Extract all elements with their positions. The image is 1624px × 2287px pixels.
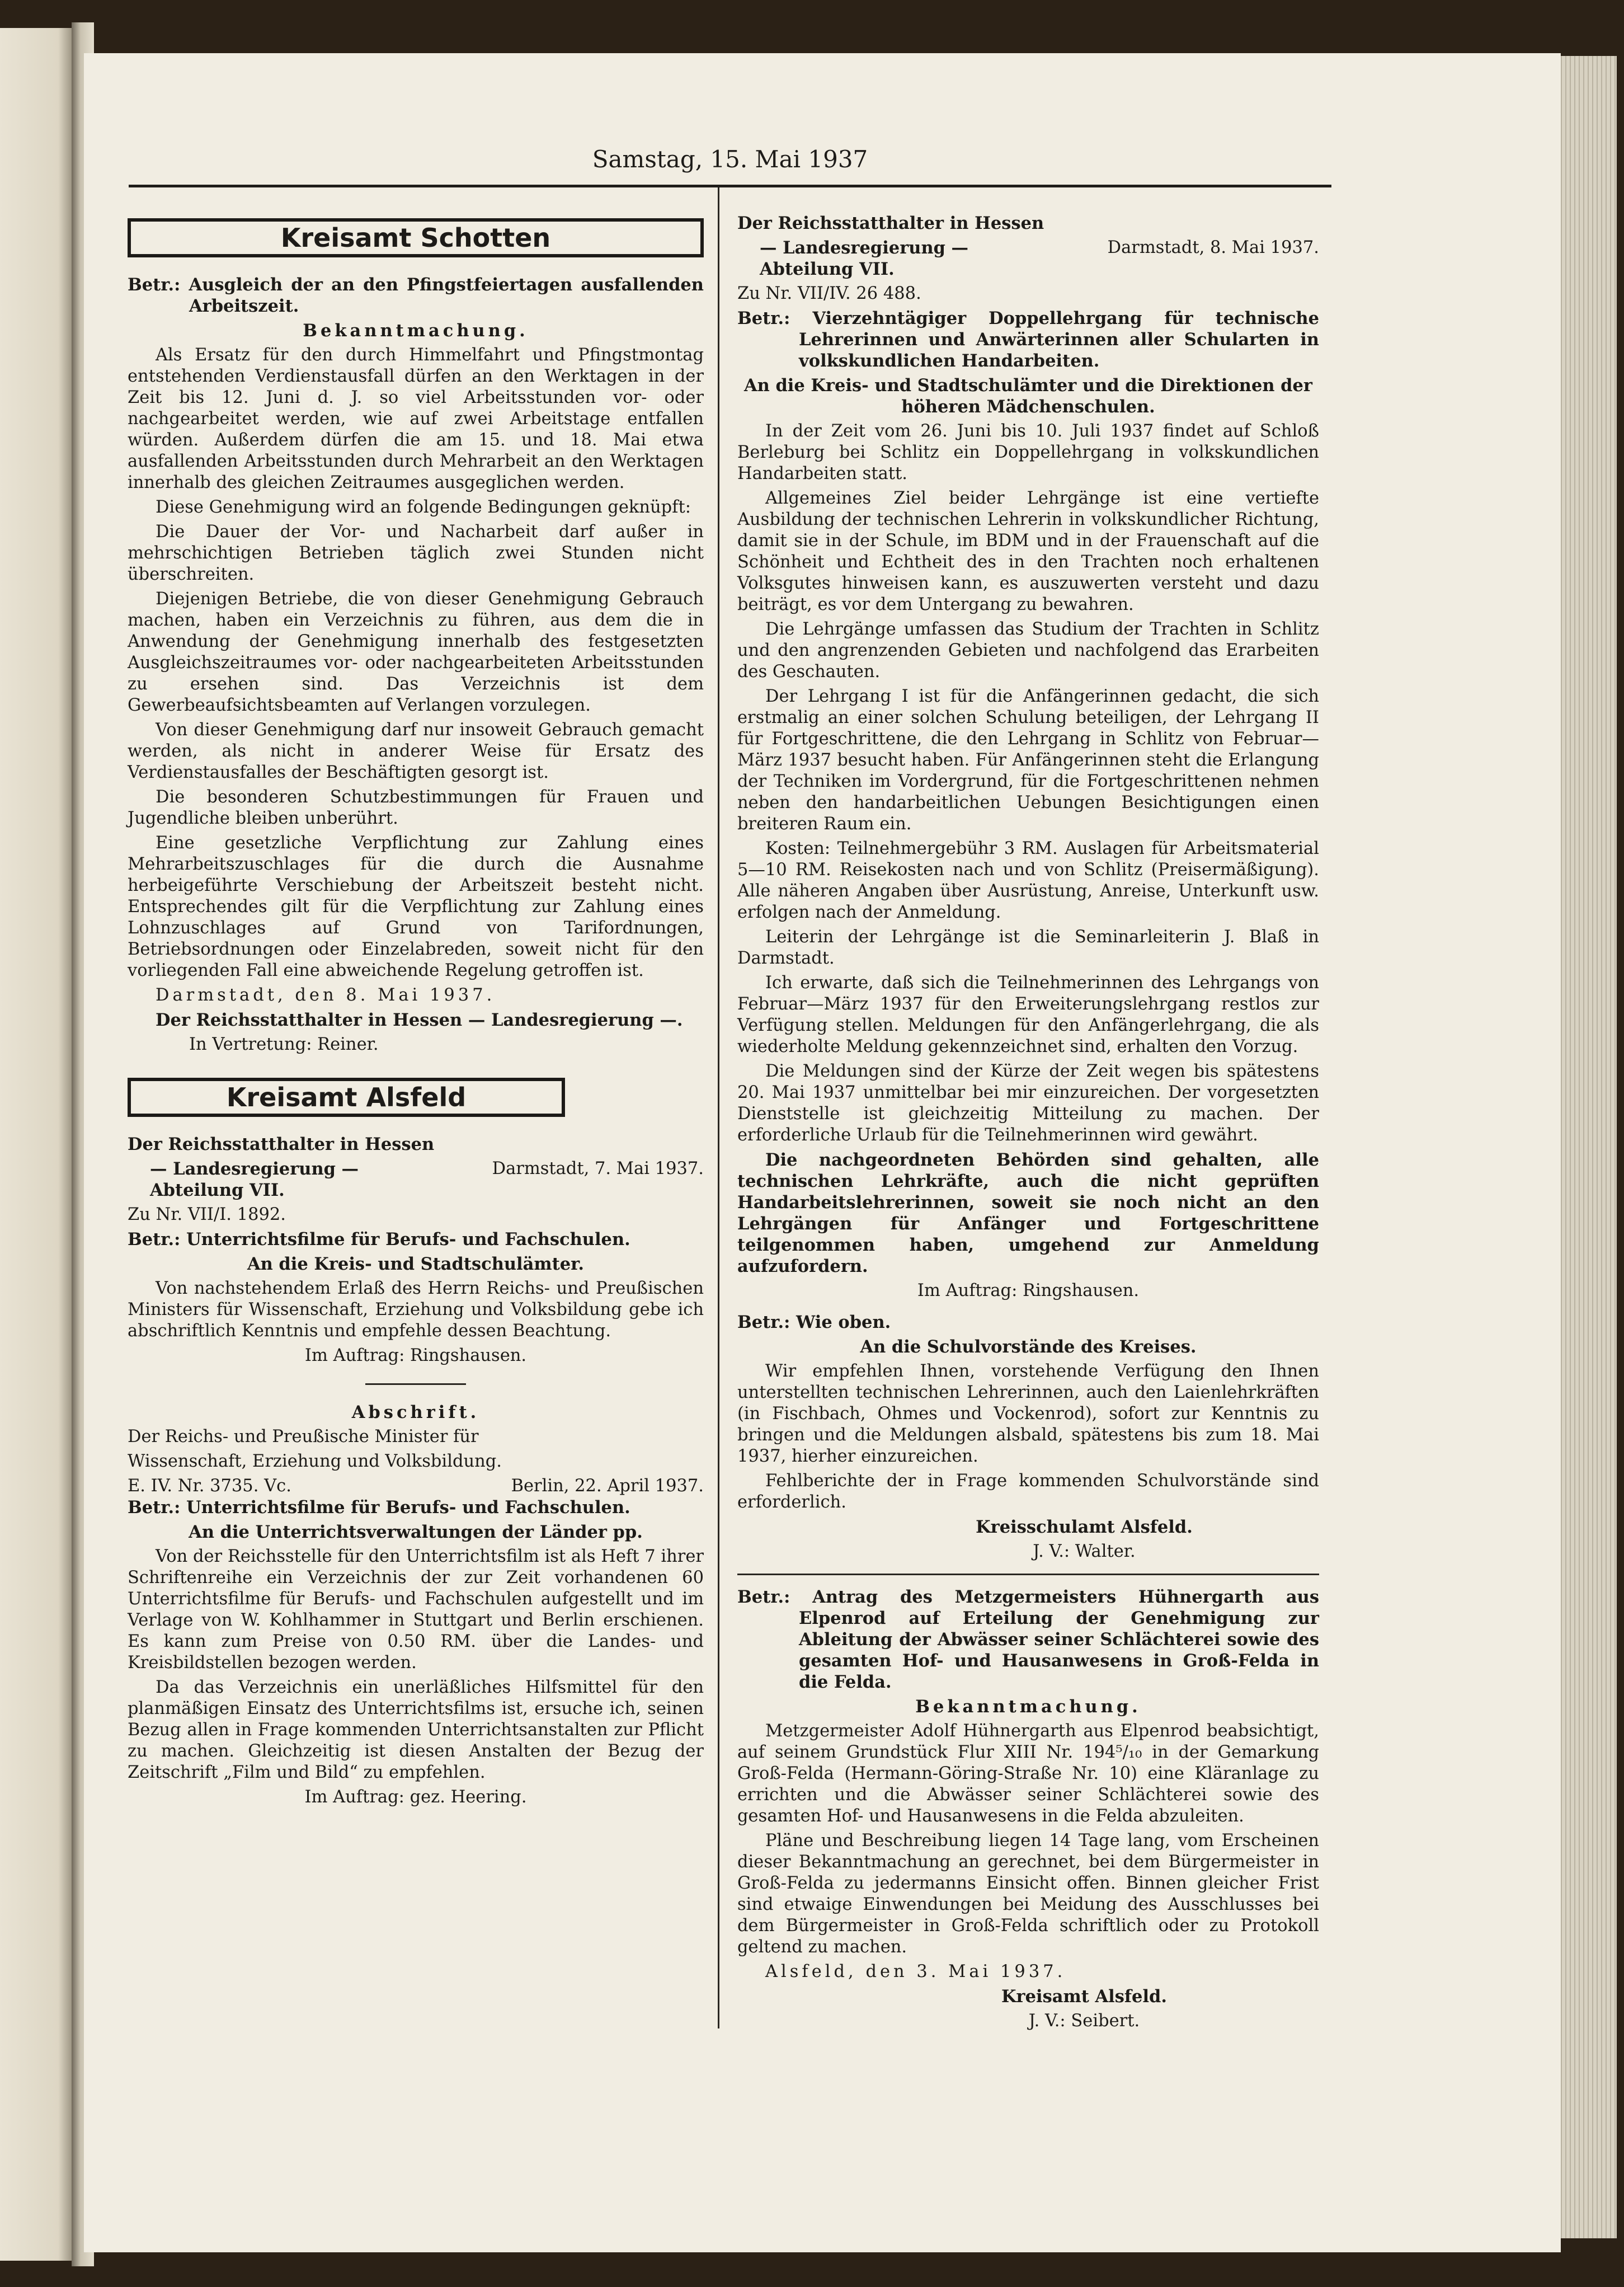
paragraph: Als Ersatz für den durch Himmelfahrt und Pfingstmontag entstehenden Verdienstausfall dürfen an den Werktagen in der Zeit bis 12. Juni d. J. so viel Arbeitsstunden vor- oder nachgearbeitet werden, wie auf zwei Arbeitstage entfallen würden. Außerdem dürfen die am 15. und 18. Mai etwa ausfallenden Arbeitsstunden durch Mehrarbeit an den Werktagen innerhalb des gleichen Zeitraumes ausgeglichen werden.	[128, 345, 704, 492]
paragraph: Wir empfehlen Ihnen, vorstehende Verfügung den Ihnen unterstellten technischen Lehrerinnen, auch den Laienlehrkräften (in Fischbach, Ohmes und Vockenrod), sofort zur Kenntnis zu bringen und die Meldungen alsbald, spätestens bis zum 18. Mai 1937, hierher einzureichen.	[737, 1361, 1319, 1466]
announcement-heading: Bekanntmachung.	[915, 1697, 1141, 1717]
paragraph: Von der Reichsstelle für den Unterrichtsfilm ist als Heft 7 ihrer Schriftenreihe ein Verzeichnis der zur Zeit vorhandenen 60 Unterrichtsfilme für Berufs- und Fachschulen aufgestellt und im Verlage von W. Kohlhammer in Stuttgart und Berlin erschienen. Es kann zum Preise von 0.50 RM. über die Landes- und Kreisbildstellen bezogen werden.	[128, 1547, 704, 1673]
sender-line: — Landesregierung —	[150, 1159, 359, 1179]
sender-line: Der Reichsstatthalter in Hessen	[128, 1134, 435, 1154]
signature-name: In Vertretung: Reiner.	[189, 1035, 379, 1054]
paragraph: Pläne und Beschreibung liegen 14 Tage lang, vom Erscheinen dieser Bekanntmachung an gerechnet, bei dem Bürgermeister in Groß-Felda zu jedermanns Einsicht offen. Binnen gleicher Frist sind etwaige Einwendungen bei Meidung des Ausschlusses bei dem Bürgermeister in Groß-Felda schriftlich oder zu Protokoll geltend zu machen.	[737, 1831, 1319, 1957]
paragraph: Die nachgeordneten Behörden sind gehalten, alle technischen Lehrkräfte, auch die nicht geprüften Handarbeitslehrerinnen, soweit sie noch nicht an den Lehrgängen für Anfänger und Fortgeschrittene teilgenommen haben, umgehend zur Anmeldung aufzufordern.	[737, 1150, 1319, 1276]
section-title-alsfeld: Kreisamt Alsfeld	[128, 1078, 565, 1117]
ministry-line: Der Reichs- und Preußische Minister für	[128, 1427, 479, 1447]
paragraph: In der Zeit vom 26. Juni bis 10. Juli 1937 findet auf Schloß Berleburg bei Schlitz ein Doppellehrgang in volkskundlichen Handarbeiten statt.	[737, 421, 1319, 483]
separator-rule	[737, 1574, 1319, 1575]
paragraph: Allgemeines Ziel beider Lehrgänge ist eine vertiefte Ausbildung der technischen Lehrerin in volkskundlicher Richtung, damit sie in der Schule, im BDM und in der Frauenschaft auf die Schönheit und Echtheit des in den Trachten noch erhaltenen Volksgutes hinweisen kann, es auszuwerten versteht und dazu beiträgt, es vor dem Untergang zu bewahren.	[737, 489, 1319, 614]
date-line: Alsfeld, den 3. Mai 1937.	[765, 1962, 1066, 1981]
reference-date-row	[128, 1476, 704, 1497]
addressee-line: An die Schulvorstände des Kreises.	[860, 1337, 1197, 1357]
betr-line: Betr.: Ausgleich der an den Pfingstfeiertagen ausfallenden Arbeitszeit.	[128, 275, 704, 316]
facing-page-edge	[0, 28, 73, 2261]
paragraph: Metzgermeister Adolf Hühnergarth aus Elpenrod beabsichtigt, auf seinem Grundstück Flur XIII Nr. 194⁵/₁₀ in der Gemarkung Groß-Felda (Hermann-Göring-Straße Nr. 10) eine Kläranlage zu errichten und die Abwässer seiner Schlächterei sowie des gesamten Hof- und Hausanwesens in die Felda abzuleiten.	[737, 1721, 1319, 1826]
paragraph: Die Dauer der Vor- und Nacharbeit darf außer in mehrschichtigen Betrieben täglich zwei Stunden nicht überschreiten.	[128, 522, 704, 584]
paragraph: Diese Genehmigung wird an folgende Bedingungen geknüpft:	[156, 497, 691, 517]
column-divider	[718, 187, 719, 2028]
date-line: Darmstadt, 7. Mai 1937.	[492, 1159, 704, 1178]
betr-line: Betr.: Unterrichtsfilme für Berufs- und Fachschulen.	[128, 1229, 630, 1250]
signature-name: Im Auftrag: Ringshausen.	[304, 1346, 527, 1365]
paragraph: Da das Verzeichnis ein unerläßliches Hilfsmittel für den planmäßigen Einsatz des Unterrichtsfilms ist, ersuche ich, seinen Bezug allen in Frage kommenden Unterrichtsanstalten zur Pflicht zu machen. Gleichzeitig ist diesen Anstalten der Bezug der Zeitschrift „Film und Bild“ zu empfehlen.	[128, 1678, 704, 1782]
signature-authority: Der Reichsstatthalter in Hessen — Landesregierung —.	[156, 1010, 683, 1030]
paragraph: Kosten: Teilnehmergebühr 3 RM. Auslagen für Arbeitsmaterial 5—10 RM. Reisekosten nach und von Schlitz (Preisermäßigung). Alle näheren Angaben über Ausrüstung, Anreise, Unterkunft usw. erfolgen nach der Anmeldung.	[737, 839, 1319, 922]
date-line: Darmstadt, den 8. Mai 1937.	[156, 985, 496, 1005]
signature-authority: Kreisschulamt Alsfeld.	[976, 1517, 1193, 1537]
sender-line: Abteilung VII.	[150, 1180, 285, 1200]
header-rule	[129, 185, 1331, 187]
paragraph: Leiterin der Lehrgänge ist die Seminarleiterin J. Blaß in Darmstadt.	[737, 927, 1319, 968]
addressee-line: An die Unterrichtsverwaltungen der Länder pp.	[189, 1522, 643, 1542]
sender-line: Abteilung VII.	[760, 259, 895, 279]
paragraph: Fehlberichte der in Frage kommenden Schulvorstände sind erforderlich.	[737, 1471, 1319, 1512]
signature-name: J. V.: Walter.	[1033, 1542, 1136, 1561]
paragraph: Die Meldungen sind der Kürze der Zeit wegen bis spätestens 20. Mai 1937 unmittelbar bei mir einzureichen. Der vorgesetzten Dienststelle ist gleichzeitig Mitteilung zu machen. Der erforderliche Urlaub für die Teilnehmerinnen wird gewährt.	[737, 1062, 1319, 1145]
signature-name: J. V.: Seibert.	[1028, 2011, 1140, 2031]
reference-number: Zu Nr. VII/I. 1892.	[128, 1205, 286, 1224]
betr-line: Betr.: Wie oben.	[737, 1312, 891, 1332]
paragraph: Der Lehrgang I ist für die Anfängerinnen gedacht, die sich erstmalig an einer solchen Schulung beteiligen, der Lehrgang II für Fortgeschrittene, die den Lehrgang in Schlitz von Februar—März 1937 besucht haben. Für Anfängerinnen steht die Erlangung der Techniken im Vordergrund, für die Fortgeschrittenen nehmen neben den handarbeitlichen Uebungen Besichtigungen einen breiteren Raum ein.	[737, 687, 1319, 834]
betr-line: Betr.: Antrag des Metzgermeisters Hühnergarth aus Elpenrod auf Erteilung der Genehmigung zur Ableitung der Abwässer seiner Schlächterei sowie des gesamten Hof- und Hausanwesens in Groß-Felda in die Felda.	[737, 1587, 1319, 1692]
paragraph: Ich erwarte, daß sich die Teilnehmerinnen des Lehrgangs von Februar—März 1937 für den Erweiterungslehrgang restlos zur Verfügung stellen. Meldungen für den Anfängerlehrgang, die als wiederholte Meldung gekennzeichnet sind, erhalten den Vorzug.	[737, 973, 1319, 1056]
sender-line: Der Reichsstatthalter in Hessen	[737, 213, 1044, 233]
paragraph: Von nachstehendem Erlaß des Herrn Reichs- und Preußischen Ministers für Wissenschaft, Erziehung und Volksbildung gebe ich abschriftlich Kenntnis und empfehle dessen Beachtung.	[128, 1279, 704, 1341]
betr-line: Betr.: Vierzehntägiger Doppellehrgang für technische Lehrerinnen und Anwärterinnen aller Schularten in volkskundlichen Handarbeiten.	[737, 308, 1319, 371]
signature-name: Im Auftrag: Ringshausen.	[917, 1281, 1140, 1300]
reference-number: E. IV. Nr. 3735. Vc.	[128, 1476, 291, 1496]
signature-name: Im Auftrag: gez. Heering.	[304, 1787, 527, 1807]
sender-date-row	[128, 1158, 704, 1180]
paragraph: Eine gesetzliche Verpflichtung zur Zahlung eines Mehrarbeitszuschlages für die durch die Ausnahme herbeigeführte Verschiebung der Arbeitszeit besteht nicht. Entsprechendes gilt für die Verpflichtung zur Zahlung eines Lohnzuschlages auf Grund von Tarifordnungen, Betriebsordnungen oder Einzelabreden, soweit nicht für den vorliegenden Fall eine abweichende Regelung getroffen ist.	[128, 833, 704, 980]
right-column	[737, 213, 1319, 2035]
section-title-schotten: Kreisamt Schotten	[128, 218, 704, 257]
copy-heading: Abschrift.	[351, 1402, 480, 1422]
left-column	[128, 213, 704, 1811]
page-date-header: Samstag, 15. Mai 1937	[592, 145, 868, 173]
paragraph: Diejenigen Betriebe, die von dieser Genehmigung Gebrauch machen, haben ein Verzeichnis zu führen, aus dem die in Anwendung der Genehmigung innerhalb des festgesetzten Ausgleichszeitraumes vor- oder nachgearbeiteten Arbeitsstunden zu ersehen sind. Das Verzeichnis ist dem Gewerbeaufsichtsbeamten auf Verlangen vorzulegen.	[128, 589, 704, 715]
date-line: Berlin, 22. April 1937.	[511, 1476, 704, 1496]
date-line: Darmstadt, 8. Mai 1937.	[1107, 238, 1319, 257]
signature-authority: Kreisamt Alsfeld.	[1001, 1987, 1167, 2007]
paragraph: Die Lehrgänge umfassen das Studium der Trachten in Schlitz und den angrenzenden Gebieten und nachfolgend das Erarbeiten des Geschauten.	[737, 619, 1319, 682]
betr-line: Betr.: Unterrichtsfilme für Berufs- und Fachschulen.	[128, 1497, 630, 1518]
reference-number: Zu Nr. VII/IV. 26 488.	[737, 284, 921, 303]
addressee-line: An die Kreis- und Stadtschulämter.	[247, 1254, 585, 1274]
announcement-heading: Bekanntmachung.	[303, 321, 529, 341]
addressee-line: An die Kreis- und Stadtschulämter und die Direktionen der höheren Mädchenschulen.	[744, 375, 1312, 417]
ministry-line: Wissenschaft, Erziehung und Volksbildung.	[128, 1452, 502, 1471]
paragraph: Von dieser Genehmigung darf nur insoweit Gebrauch gemacht werden, als nicht in anderer Weise für Ersatz des Verdienstausfalles der Beschäftigten gesorgt ist.	[128, 720, 704, 782]
separator-rule	[365, 1383, 466, 1385]
sender-line: — Landesregierung —	[760, 238, 969, 258]
paragraph: Die besonderen Schutzbestimmungen für Frauen und Jugendliche bleiben unberührt.	[128, 787, 704, 828]
sender-date-row	[737, 237, 1319, 259]
